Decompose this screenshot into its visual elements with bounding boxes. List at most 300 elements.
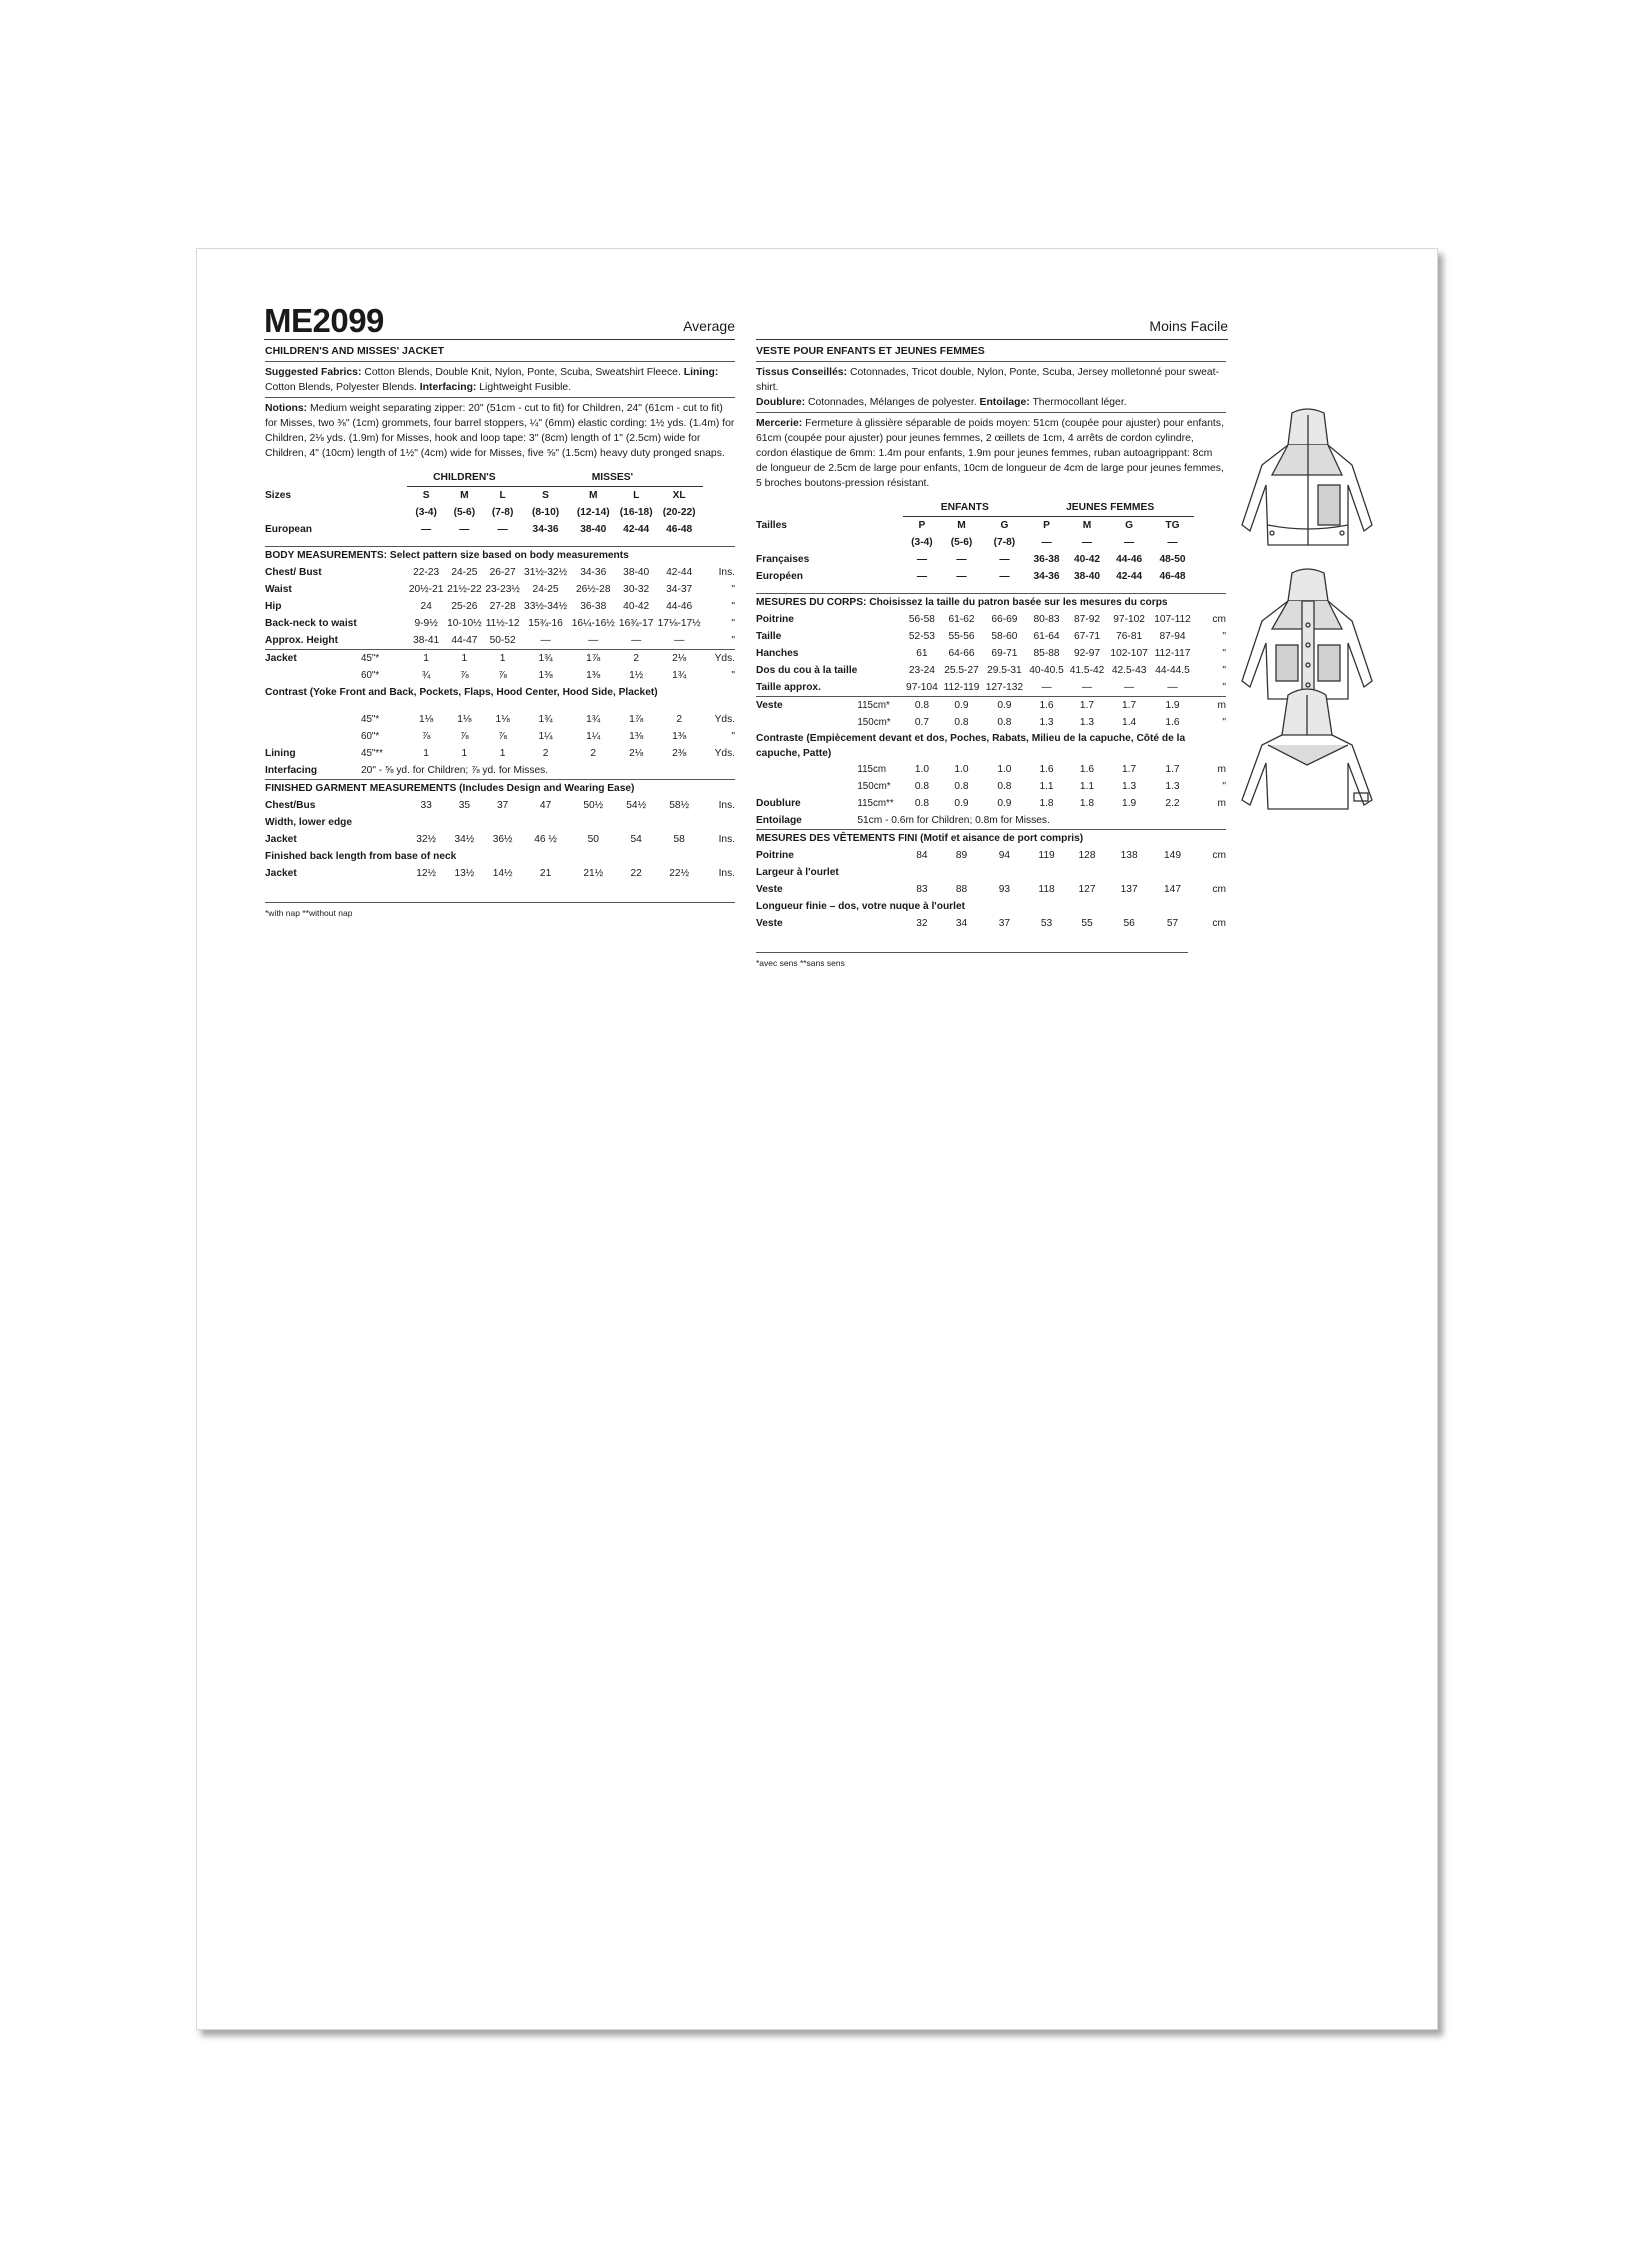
unit-cell: Ins. <box>718 867 735 879</box>
value-cell: 66-69 <box>991 613 1018 625</box>
value-cell: 0.8 <box>997 780 1012 792</box>
value-cell: 1.0 <box>914 763 929 775</box>
pattern-code: ME2099 <box>264 302 384 339</box>
value-cell: 24 <box>420 600 432 612</box>
value-cell: 33½-34½ <box>524 600 568 612</box>
value-cell: 26-27 <box>489 566 516 578</box>
value-cell: 85-88 <box>1033 647 1060 659</box>
sizes-row <box>265 487 735 505</box>
size-cell: L <box>633 490 640 501</box>
size-cell: M <box>957 520 966 531</box>
value-cell: 44-47 <box>451 634 478 646</box>
value-cell: 12½ <box>416 867 437 879</box>
unit-cell: " <box>1222 664 1226 676</box>
notions-fr <box>756 416 1226 491</box>
row-label: Françaises <box>756 554 810 565</box>
value-cell: 1.0 <box>997 763 1012 775</box>
size-cell: G <box>1000 520 1009 531</box>
unit-cell: " <box>1222 716 1226 728</box>
value-cell: 25.5-27 <box>944 664 979 676</box>
value-cell: ⅞ <box>460 669 469 681</box>
value-cell: 1⅜ <box>672 730 687 742</box>
value-cell: 112-119 <box>943 681 980 693</box>
size-cell: 42-44 <box>623 524 650 535</box>
european-row <box>265 521 735 538</box>
finished-measurement-row <box>265 865 735 882</box>
body-measurement-row <box>265 564 735 581</box>
value-cell: 1 <box>484 649 522 667</box>
row-label: Européen <box>756 571 803 582</box>
value-cell: — <box>1041 681 1052 693</box>
footnote-en: *with nap **without nap <box>265 907 353 918</box>
row-label: Chest/Bus <box>265 799 316 811</box>
difficulty-fr: Moins Facile <box>1149 318 1228 334</box>
unit-cell: m <box>1217 763 1226 775</box>
section-header-row <box>265 779 735 797</box>
value-cell: 25-26 <box>451 600 478 612</box>
size-cell: 38-40 <box>1073 571 1101 582</box>
row-label: Finished back length from base of neck <box>265 850 457 862</box>
yardage-row <box>756 696 1226 714</box>
value-cell: 37 <box>998 917 1011 929</box>
size-cell: 40-42 <box>1073 554 1101 565</box>
table-cell <box>857 915 903 932</box>
size-range-cell: (12-14) <box>576 507 610 518</box>
table-cell <box>265 469 361 487</box>
value-cell: 102-107 <box>1110 647 1148 659</box>
row-sublabel: 150cm* <box>857 716 891 728</box>
value-cell: 87-94 <box>1159 630 1186 642</box>
interfacing-row <box>756 812 1226 830</box>
unit-cell: m <box>1217 797 1226 809</box>
table-cell <box>703 487 735 505</box>
row-label: Veste <box>756 696 857 714</box>
value-cell: 128 <box>1078 849 1096 861</box>
value-cell: 0.8 <box>997 716 1012 728</box>
finished-measurement-row <box>265 814 735 831</box>
row-label <box>265 711 361 728</box>
value-cell: 137 <box>1120 883 1138 895</box>
value-cell: 15¾-16 <box>528 617 563 629</box>
value-cell: 34-37 <box>666 583 693 595</box>
value-cell: 1¾ <box>522 649 570 667</box>
row-sublabel <box>857 611 903 628</box>
row-label: Largeur à l'ourlet <box>756 866 839 878</box>
value-cell: 127 <box>1078 883 1096 895</box>
divider <box>756 952 1188 953</box>
unit-cell: m <box>1194 696 1226 714</box>
row-sublabel: 115cm <box>857 763 887 775</box>
value-cell: 1.7 <box>1107 696 1151 714</box>
size-range-cell: (7-8) <box>993 537 1016 548</box>
divider <box>265 397 735 398</box>
divider <box>756 412 1226 413</box>
value-cell: 1.3 <box>1122 780 1137 792</box>
value-cell: 1.7 <box>1165 763 1180 775</box>
body-measurement-row <box>756 679 1226 697</box>
group-label-misses: JEUNES FEMMES <box>1026 499 1194 517</box>
contrast-row <box>756 761 1226 778</box>
table-cell <box>361 487 407 505</box>
value-cell: 26½-28 <box>575 583 611 595</box>
value-cell: 20½-21 <box>408 583 444 595</box>
value-cell: 32 <box>916 917 928 929</box>
table-cell <box>361 521 407 538</box>
difficulty-en: Average <box>683 318 735 334</box>
value-cell: 21½ <box>583 867 604 879</box>
row-sublabel: 45"** <box>361 747 383 759</box>
value-cell: 138 <box>1120 849 1138 861</box>
row-sublabel: 60"* <box>361 730 380 742</box>
row-sublabel <box>857 628 903 645</box>
row-label: Longueur finie – dos, votre nuque à l'ourlet <box>756 900 966 912</box>
table-cell <box>265 504 361 521</box>
jacket-front-view <box>1232 405 1382 565</box>
row-label: Poitrine <box>756 613 794 625</box>
value-cell: 42.5-43 <box>1111 664 1147 676</box>
value-cell: — <box>1167 681 1178 693</box>
table-cell <box>1194 499 1226 517</box>
lining-text: Cotonnades, Mélanges de polyester. <box>807 397 977 408</box>
value-cell: 55-56 <box>948 630 975 642</box>
value-cell: 1 <box>407 649 445 667</box>
table-cell <box>703 504 735 521</box>
unit-cell: Ins. <box>718 799 735 811</box>
yardage-row <box>756 714 1226 731</box>
size-cell: 46-48 <box>666 524 693 535</box>
table-cell <box>857 499 903 517</box>
interfacing-row <box>265 762 735 780</box>
row-sublabel <box>361 615 407 632</box>
spacer-row <box>265 701 735 711</box>
value-cell: 107-112 <box>1154 613 1191 625</box>
lining-text: Cotton Blends, Polyester Blends. <box>265 382 417 393</box>
value-cell: 36-38 <box>580 600 607 612</box>
value-cell: — <box>1124 681 1135 693</box>
value-cell: 1.7 <box>1122 763 1137 775</box>
section-title: MESURES DES VÊTEMENTS FINI (Motif et aisance de port compris) <box>756 829 1226 847</box>
value-cell: 1 <box>445 649 483 667</box>
interfacing-value: 51cm - 0.6m for Children; 0.8m for Misses. <box>857 814 1050 826</box>
table-cell <box>361 797 407 814</box>
size-cell: M <box>1082 520 1092 531</box>
value-cell: 61-64 <box>1033 630 1060 642</box>
size-cell: 46-48 <box>1159 571 1186 582</box>
value-cell: 1.3 <box>1165 780 1180 792</box>
value-cell: 1⅜ <box>538 669 553 681</box>
value-cell: 50 <box>587 833 599 845</box>
value-cell: 112-117 <box>1154 647 1191 659</box>
value-cell: 118 <box>1038 883 1055 895</box>
row-sublabel: 115cm** <box>857 797 894 809</box>
row-label: European <box>265 524 312 535</box>
row-label: Sizes <box>265 489 292 501</box>
value-cell: 69-71 <box>991 647 1018 659</box>
finished-measurement-row <box>756 898 1226 915</box>
footnote-fr: *avec sens **sans sens <box>756 957 845 968</box>
value-cell: 1 <box>461 747 468 759</box>
section-header-row <box>265 684 735 701</box>
interfacing-text: Lightweight Fusible. <box>479 382 572 393</box>
size-chart-fr <box>756 499 1226 932</box>
row-label: Taille <box>756 630 782 642</box>
unit-cell: cm <box>1212 917 1226 929</box>
section-title: MESURES DU CORPS: Choisissez la taille du patron basée sur les mesures du corps <box>756 593 1226 611</box>
value-cell: 1.3 <box>1039 716 1054 728</box>
value-cell: 0.8 <box>903 696 940 714</box>
row-sublabel <box>361 564 407 581</box>
section-header-row <box>756 829 1226 847</box>
value-cell: 1.6 <box>1165 716 1180 728</box>
table-cell <box>857 534 903 551</box>
value-cell: 24-25 <box>451 566 478 578</box>
row-label: Taille approx. <box>756 681 821 693</box>
section-title: FINISHED GARMENT MEASUREMENTS (Includes Design and Wearing Ease) <box>265 779 735 797</box>
size-cell: — <box>459 524 470 535</box>
value-cell: 41.5-42 <box>1069 664 1105 676</box>
section-title: BODY MEASUREMENTS: Select pattern size based on body measurements <box>265 546 735 564</box>
value-cell: 24-25 <box>532 583 559 595</box>
size-cell: P <box>918 520 926 531</box>
unit-cell: " <box>1222 630 1226 642</box>
spacer-row <box>265 538 735 546</box>
value-cell: 29.5-31 <box>987 664 1022 676</box>
value-cell: 9-9½ <box>414 617 438 629</box>
section-header-row <box>756 731 1226 761</box>
value-cell: 23-24 <box>908 664 935 676</box>
value-cell: — <box>540 634 551 646</box>
value-cell: 34½ <box>454 833 475 845</box>
value-cell: 23-23½ <box>485 583 520 595</box>
finished-measurement-row <box>756 915 1226 932</box>
value-cell: 47 <box>539 799 552 811</box>
size-cell: 48-50 <box>1159 554 1186 565</box>
value-cell: 21 <box>539 867 552 879</box>
contrast-row <box>265 745 735 762</box>
row-sublabel <box>857 645 903 662</box>
value-cell: 0.8 <box>914 780 929 792</box>
divider <box>265 361 735 362</box>
value-cell: 42-44 <box>666 566 693 578</box>
value-cell: 33 <box>420 799 432 811</box>
row-label: Jacket <box>265 833 297 845</box>
size-cell: XL <box>672 490 686 501</box>
body-measurement-row <box>756 611 1226 628</box>
size-cell: M <box>460 490 469 501</box>
row-label: Width, lower edge <box>265 816 353 828</box>
value-cell: 1.8 <box>1039 797 1054 809</box>
size-range-cell: — <box>1124 537 1135 548</box>
size-range-cell: (3-4) <box>911 537 933 548</box>
value-cell: 16¼-16½ <box>571 617 615 629</box>
value-cell: 53 <box>1040 917 1053 929</box>
row-label: Jacket <box>265 867 297 879</box>
value-cell: 1¾ <box>586 713 601 725</box>
row-sublabel: 45"* <box>361 713 380 725</box>
size-cell: P <box>1043 520 1050 531</box>
finished-measurement-row <box>265 848 735 865</box>
value-cell: 1¾ <box>538 713 553 725</box>
size-cell: S <box>542 490 549 501</box>
value-cell: 44-44.5 <box>1155 664 1190 676</box>
value-cell: 149 <box>1164 849 1181 861</box>
value-cell: 80-83 <box>1033 613 1060 625</box>
value-cell: 54½ <box>626 799 647 811</box>
row-label: Dos du cou à la taille <box>756 664 858 676</box>
row-label <box>265 728 361 745</box>
value-cell: 56 <box>1123 917 1135 929</box>
row-sublabel <box>857 679 903 697</box>
value-cell: 36½ <box>492 833 513 845</box>
value-cell: 30-32 <box>623 583 650 595</box>
unit-cell: cm <box>1212 613 1226 625</box>
interfacing-text: Thermocollant léger. <box>1032 397 1127 408</box>
finished-measurement-row <box>756 847 1226 864</box>
table-cell <box>857 551 903 568</box>
table-cell <box>857 568 903 585</box>
notions-text: Medium weight separating zipper: 20" (51cm - cut to fit) for Children, 24" (61cm - cut to fit) for Misses, two ⅜" (1cm) grommets, four barrel stoppers, ¼" (6mm) elastic cording: 1½ yds. (1.4m) for Children, 2⅛ yds. (1.9m) for Misses, hook and loop tape: 3" (8cm) length of 1" (2.5cm) wide for Children, 4" (10cm) length of 1½" (4cm) wide for Misses, five ⅝" (1.5cm) heavy duty pronged snaps. <box>265 403 735 459</box>
row-label <box>756 714 857 731</box>
value-cell: 97-102 <box>1113 613 1145 625</box>
table-cell <box>361 865 407 882</box>
lining-label: Lining: <box>683 367 719 378</box>
row-label <box>265 667 361 684</box>
fabrics-en <box>265 365 735 395</box>
value-cell: ¾ <box>421 669 431 681</box>
table-cell <box>1194 517 1226 535</box>
value-cell: 1⅛ <box>457 713 472 725</box>
value-cell: 32½ <box>416 833 437 845</box>
table-cell <box>361 504 407 521</box>
value-cell: 61 <box>916 647 928 659</box>
value-cell: 1.1 <box>1079 780 1095 792</box>
value-cell: 1.0 <box>954 763 969 775</box>
value-cell: 2 <box>542 747 549 759</box>
section-title: Contrast (Yoke Front and Back, Pockets, Flaps, Hood Center, Hood Side, Placket) <box>265 686 658 698</box>
row-sublabel: 60"* <box>361 669 380 681</box>
group-header-row <box>756 499 1226 517</box>
size-cell: S <box>422 490 430 501</box>
value-cell: 0.8 <box>954 780 969 792</box>
yardage-row <box>265 667 735 684</box>
value-cell: 1.8 <box>1079 797 1095 809</box>
value-cell: 2 <box>617 649 655 667</box>
size-cell: — <box>497 524 508 535</box>
body-measurement-row <box>756 645 1226 662</box>
value-cell: 1⅞ <box>569 649 617 667</box>
contrast-row <box>756 778 1226 795</box>
value-cell: 57 <box>1166 917 1179 929</box>
finished-measurement-row <box>265 831 735 848</box>
fabrics-label: Tissus Conseillés: <box>756 367 848 378</box>
size-cell: 34-36 <box>532 524 559 535</box>
value-cell: 44-46 <box>666 600 693 612</box>
unit-cell: " <box>1222 681 1226 693</box>
value-cell: 11½-12 <box>485 617 520 629</box>
value-cell: 34 <box>955 917 968 929</box>
unit-cell: Yds. <box>714 713 735 725</box>
row-sublabel: 150cm* <box>857 780 891 792</box>
value-cell: 1.1 <box>1039 780 1054 792</box>
row-label: Hanches <box>756 647 799 659</box>
unit-cell: cm <box>1212 883 1226 895</box>
row-label: Approx. Height <box>265 634 339 646</box>
finished-measurement-row <box>265 797 735 814</box>
table-cell <box>1194 551 1226 568</box>
value-cell: 22-23 <box>413 566 440 578</box>
value-cell: 0.8 <box>954 716 969 728</box>
value-cell: — <box>588 634 599 646</box>
header-rule-en <box>264 339 735 340</box>
row-label: Poitrine <box>756 849 794 861</box>
table-cell <box>857 847 903 864</box>
value-cell: 21½-22 <box>447 583 482 595</box>
value-cell: 1.7 <box>1067 696 1107 714</box>
value-cell: 22 <box>630 867 642 879</box>
value-cell: ⅞ <box>460 730 469 742</box>
size-cell: — <box>956 554 967 565</box>
size-cell: TG <box>1165 520 1180 531</box>
size-range-cell: (7-8) <box>491 507 514 518</box>
value-cell: 1 <box>423 747 429 759</box>
value-cell: 0.8 <box>914 797 929 809</box>
table-cell <box>857 517 903 535</box>
row-label <box>756 778 857 795</box>
value-cell: 84 <box>916 849 928 861</box>
row-label: Waist <box>265 583 292 595</box>
size-cell: L <box>499 490 506 501</box>
value-cell: 40-42 <box>623 600 650 612</box>
row-label: Doublure <box>756 797 801 809</box>
unit-cell: " <box>731 600 735 612</box>
interfacing-label: Entoilage: <box>979 397 1030 408</box>
row-sublabel: 115cm* <box>857 696 903 714</box>
size-range-cell: — <box>1041 537 1052 548</box>
table-cell <box>361 831 407 848</box>
value-cell: 1.9 <box>1151 696 1194 714</box>
value-cell: 1¾ <box>672 669 687 681</box>
size-range-cell: (3-4) <box>415 507 437 518</box>
value-cell: 1.9 <box>1122 797 1137 809</box>
row-label: Veste <box>756 917 783 929</box>
value-cell: 1.3 <box>1079 716 1095 728</box>
value-cell: 35 <box>458 799 471 811</box>
value-cell: 14½ <box>492 867 513 879</box>
body-measurement-row <box>265 632 735 650</box>
row-label <box>756 761 857 778</box>
value-cell: 2 <box>676 713 682 725</box>
value-cell: ⅞ <box>421 730 431 742</box>
value-cell: 92-97 <box>1073 647 1101 659</box>
value-cell: 1⅛ <box>495 713 510 725</box>
value-cell: 127-132 <box>985 681 1024 693</box>
size-range-cell: (20-22) <box>662 507 696 518</box>
section-header-row <box>756 593 1226 611</box>
value-cell: 27-28 <box>489 600 516 612</box>
value-cell: 93 <box>998 883 1011 895</box>
value-cell: 55 <box>1081 917 1093 929</box>
fabrics-text: Cotton Blends, Double Knit, Nylon, Ponte, Scuba, Sweatshirt Fleece. <box>364 367 681 378</box>
value-cell: 89 <box>955 849 968 861</box>
value-cell: 37 <box>496 799 509 811</box>
value-cell: 2⅛ <box>629 747 644 759</box>
size-chart-en <box>265 469 735 882</box>
row-sublabel <box>361 632 407 650</box>
size-range-cell: — <box>1167 537 1178 548</box>
unit-cell: " <box>731 617 735 629</box>
value-cell: 52-53 <box>908 630 935 642</box>
row-label: Veste <box>756 883 783 895</box>
